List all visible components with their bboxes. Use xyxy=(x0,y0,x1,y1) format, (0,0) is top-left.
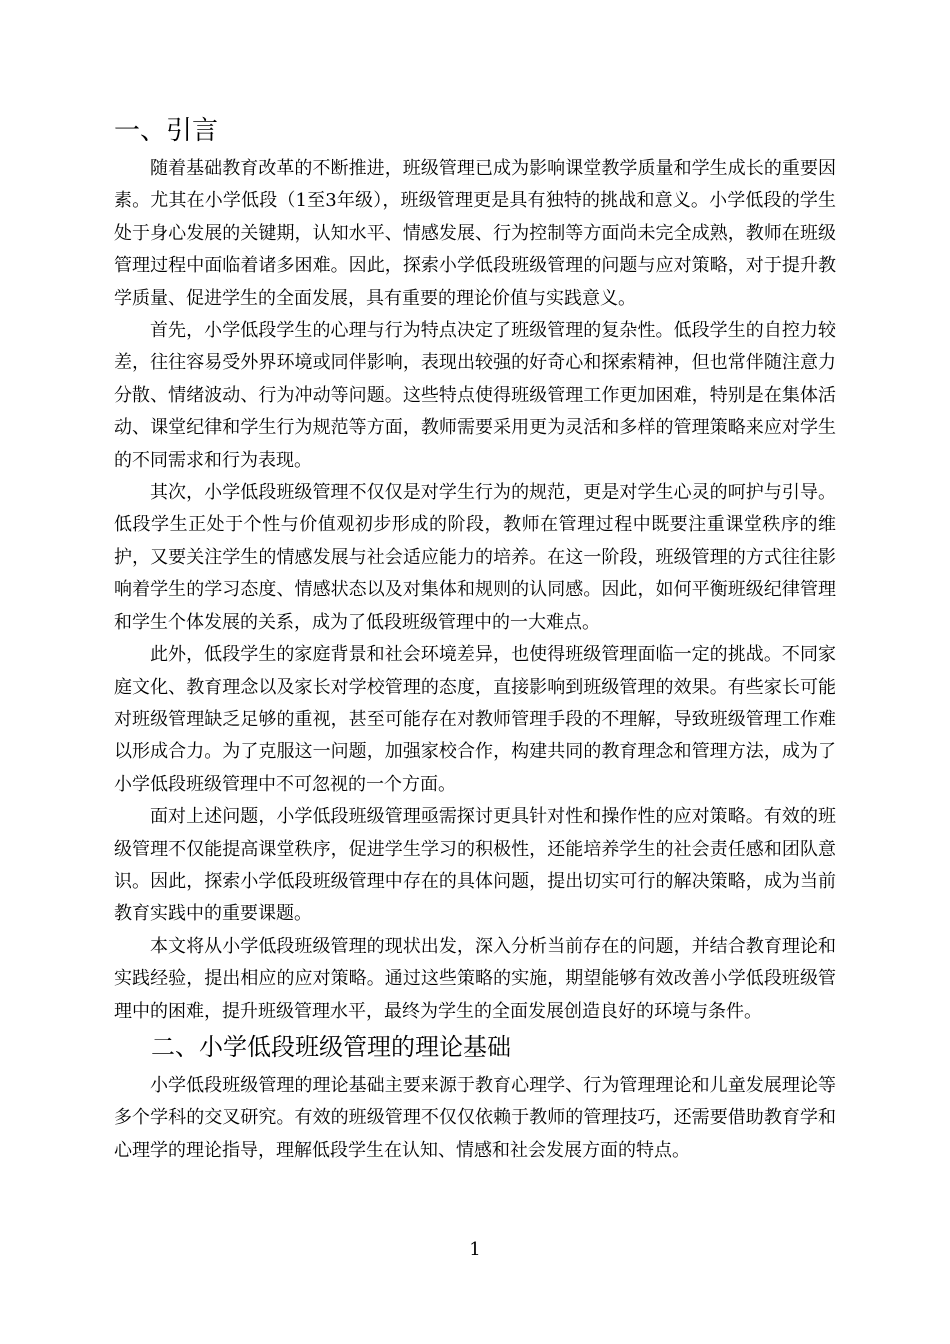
paragraph-theory-1: 小学低段班级管理的理论基础主要来源于教育心理学、行为管理理论和儿童发展理论等多个学科的交叉研究。有效的班级管理不仅仅依赖于教师的管理技巧，还需要借助教育学和心理学的理论指导，理解低段学生在认知、情感和社会发展方面的特点。 xyxy=(114,1074,836,1161)
section-heading-theory: 二、小学低段班级管理的理论基础 xyxy=(151,1032,511,1061)
paragraph-intro-4: 此外，低段学生的家庭背景和社会环境差异，也使得班级管理面临一定的挑战。不同家庭文化、教育理念以及家长对学校管理的态度，直接影响到班级管理的效果。有些家长可能对班级管理缺乏足够的重视，甚至可能存在对教师管理手段的不理解，导致班级管理工作难以形成合力。为了克服这一问题，加强家校合作，构建共同的教育理念和管理方法，成为了小学低段班级管理中不可忽视的一个方面。 xyxy=(114,644,836,795)
paragraph-intro-5: 面对上述问题，小学低段班级管理亟需探讨更具针对性和操作性的应对策略。有效的班级管理不仅能提高课堂秩序，促进学生学习的积极性，还能培养学生的社会责任感和团队意识。因此，探索小学低段班级管理中存在的具体问题，提出切实可行的解决策略，成为当前教育实践中的重要课题。 xyxy=(114,806,836,925)
section-heading-introduction: 一、引言 xyxy=(114,116,219,146)
document-body xyxy=(114,113,836,1167)
paragraph-intro-3: 其次，小学低段班级管理不仅仅是对学生行为的规范，更是对学生心灵的呵护与引导。低段学生正处于个性与价值观初步形成的阶段，教师在管理过程中既要注重课堂秩序的维护，又要关注学生的情感发展与社会适应能力的培养。在这一阶段，班级管理的方式往往影响着学生的学习态度、情感状态以及对集体和规则的认同感。因此，如何平衡班级纪律管理和学生个体发展的关系，成为了低段班级管理中的一大难点。 xyxy=(114,482,836,633)
paragraph-intro-2: 首先，小学低段学生的心理与行为特点决定了班级管理的复杂性。低段学生的自控力较差，往往容易受外界环境或同伴影响，表现出较强的好奇心和探索精神，但也常伴随注意力分散、情绪波动、行为冲动等问题。这些特点使得班级管理工作更加困难，特别是在集体活动、课堂纪律和学生行为规范等方面，教师需要采用更为灵活和多样的管理策略来应对学生的不同需求和行为表现。 xyxy=(114,320,836,471)
page-number: 1 xyxy=(469,1239,481,1260)
paragraph-intro-1: 随着基础教育改革的不断推进，班级管理已成为影响课堂教学质量和学生成长的重要因素。尤其在小学低段（1至3年级），班级管理更是具有独特的挑战和意义。小学低段的学生处于身心发展的关键期，认知水平、情感发展、行为控制等方面尚未完全成熟，教师在班级管理过程中面临着诸多困难。因此，探索小学低段班级管理的问题与应对策略，对于提升教学质量、促进学生的全面发展，具有重要的理论价值与实践意义。 xyxy=(114,158,836,309)
paragraph-intro-6: 本文将从小学低段班级管理的现状出发，深入分析当前存在的问题，并结合教育理论和实践经验，提出相应的应对策略。通过这些策略的实施，期望能够有效改善小学低段班级管理中的困难，提升班级管理水平，最终为学生的全面发展创造良好的环境与条件。 xyxy=(114,935,836,1022)
